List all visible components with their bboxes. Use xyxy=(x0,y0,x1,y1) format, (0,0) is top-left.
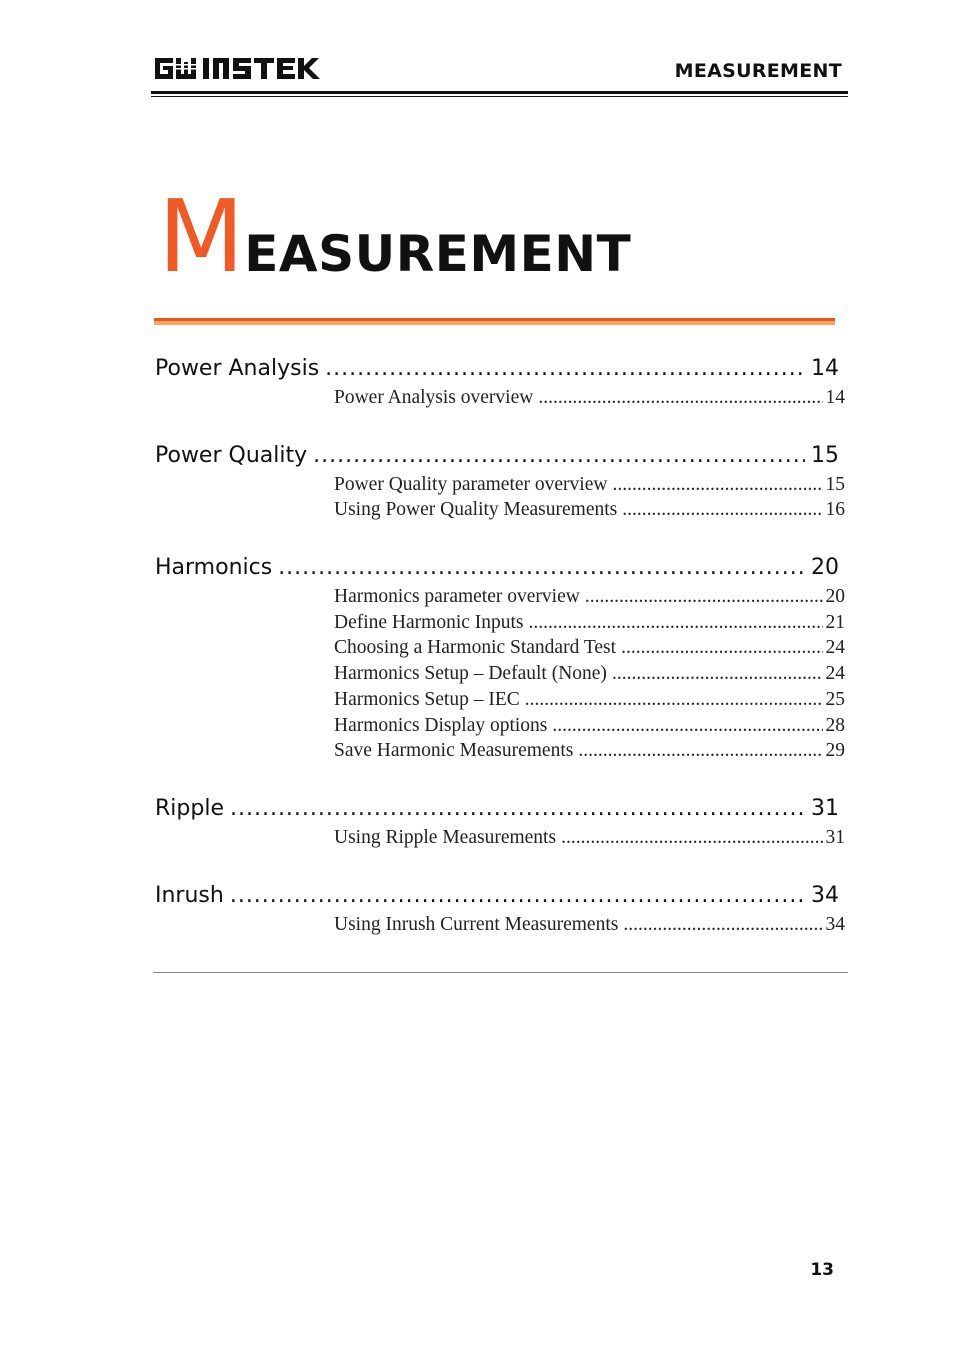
toc-subsection-page: 20 xyxy=(825,586,845,608)
toc-subsection-title: Harmonics parameter overview xyxy=(334,586,580,608)
toc-dot-leader xyxy=(552,715,822,737)
toc-section-title: Ripple xyxy=(155,795,224,821)
toc-subsection-page: 15 xyxy=(825,473,845,495)
toc-subsection-page: 14 xyxy=(825,387,845,408)
toc-subsection-page: 16 xyxy=(825,499,845,521)
toc-section-entry[interactable] xyxy=(155,555,845,586)
toc-subsection-page: 29 xyxy=(825,740,845,762)
toc-section-title: Harmonics xyxy=(155,555,273,581)
toc-subsection-entry[interactable] xyxy=(334,499,845,525)
toc-subsection-page: 28 xyxy=(825,714,845,736)
toc-section-page: 15 xyxy=(811,442,839,468)
gw-instek-logo xyxy=(153,54,325,82)
toc-section-title: Inrush xyxy=(155,882,224,908)
toc-dot-leader xyxy=(278,555,805,580)
toc-subsection-title: Using Power Quality Measurements xyxy=(334,499,618,521)
toc-subsection-page: 34 xyxy=(825,913,845,935)
toc-section-title: Power Analysis xyxy=(155,356,320,381)
toc-subsection-title: Power Quality parameter overview xyxy=(334,473,608,495)
chapter-title xyxy=(158,178,631,295)
toc-dot-leader xyxy=(230,796,805,821)
toc-section xyxy=(155,356,845,413)
toc-subsection-entry[interactable] xyxy=(334,689,845,715)
chapter-rule-light xyxy=(154,321,835,325)
toc-subsection-title: Harmonics Setup – Default (None) xyxy=(334,663,607,685)
toc-dot-leader xyxy=(585,586,823,608)
toc-subsection-title: Power Analysis overview xyxy=(334,387,534,408)
toc-subsection-entry[interactable] xyxy=(334,612,845,638)
toc-subsection-title: Harmonics Setup – IEC xyxy=(334,688,520,710)
toc-dot-leader xyxy=(325,356,805,381)
toc-subsection-entry[interactable] xyxy=(334,637,845,663)
toc-subsection-entry[interactable] xyxy=(334,715,845,741)
header-rule-thin xyxy=(151,96,848,97)
page-number: 13 xyxy=(810,1260,834,1280)
toc-dot-leader xyxy=(578,740,822,762)
toc-section xyxy=(155,883,845,940)
toc-dot-leader xyxy=(538,387,822,409)
toc-subsection-entry[interactable] xyxy=(334,914,845,940)
header-rule xyxy=(151,91,848,94)
toc-section-page: 20 xyxy=(811,555,839,581)
toc-subsection-entry[interactable] xyxy=(334,740,845,766)
toc-dot-leader xyxy=(622,499,822,521)
toc-subsection-title: Choosing a Harmonic Standard Test xyxy=(334,637,617,659)
toc-section-page: 31 xyxy=(811,795,839,821)
toc-dot-leader xyxy=(313,443,805,468)
toc-subsection-page: 24 xyxy=(825,663,845,685)
toc-dot-leader xyxy=(612,474,822,496)
chapter-title-initial: M xyxy=(158,178,243,295)
table-of-contents xyxy=(155,356,845,969)
toc-dot-leader xyxy=(230,883,805,908)
toc-subsection-title: Define Harmonic Inputs xyxy=(334,611,524,633)
toc-section-page: 14 xyxy=(811,356,839,381)
toc-subsection-entry[interactable] xyxy=(334,387,845,413)
toc-section xyxy=(155,796,845,853)
header-section-title: MEASUREMENT xyxy=(674,60,842,82)
toc-subsection-entry[interactable] xyxy=(334,827,845,853)
toc-subsection-entry[interactable] xyxy=(334,586,845,612)
toc-bottom-rule xyxy=(153,972,848,973)
toc-dot-leader xyxy=(621,637,822,659)
toc-section-page: 34 xyxy=(811,882,839,908)
toc-section xyxy=(155,555,845,766)
toc-subsection-page: 31 xyxy=(825,826,845,848)
toc-dot-leader xyxy=(561,827,822,849)
toc-section-entry[interactable] xyxy=(155,443,845,474)
toc-section-entry[interactable] xyxy=(155,883,845,914)
toc-dot-leader xyxy=(525,689,823,711)
toc-section xyxy=(155,443,845,525)
toc-section-entry[interactable] xyxy=(155,356,845,387)
toc-subsection-title: Using Ripple Measurements xyxy=(334,826,557,848)
toc-subsection-entry[interactable] xyxy=(334,663,845,689)
toc-subsection-entry[interactable] xyxy=(334,474,845,500)
toc-section-title: Power Quality xyxy=(155,442,308,468)
toc-dot-leader xyxy=(529,612,823,634)
toc-subsection-title: Using Inrush Current Measurements xyxy=(334,913,619,935)
toc-subsection-page: 21 xyxy=(825,611,845,633)
toc-subsection-title: Harmonics Display options xyxy=(334,714,548,736)
toc-subsection-page: 24 xyxy=(825,637,845,659)
toc-dot-leader xyxy=(612,663,823,685)
toc-subsection-title: Save Harmonic Measurements xyxy=(334,740,574,762)
toc-subsection-page: 25 xyxy=(825,688,845,710)
toc-dot-leader xyxy=(623,914,822,936)
toc-section-entry[interactable] xyxy=(155,796,845,827)
chapter-title-rest: EASUREMENT xyxy=(244,225,632,283)
